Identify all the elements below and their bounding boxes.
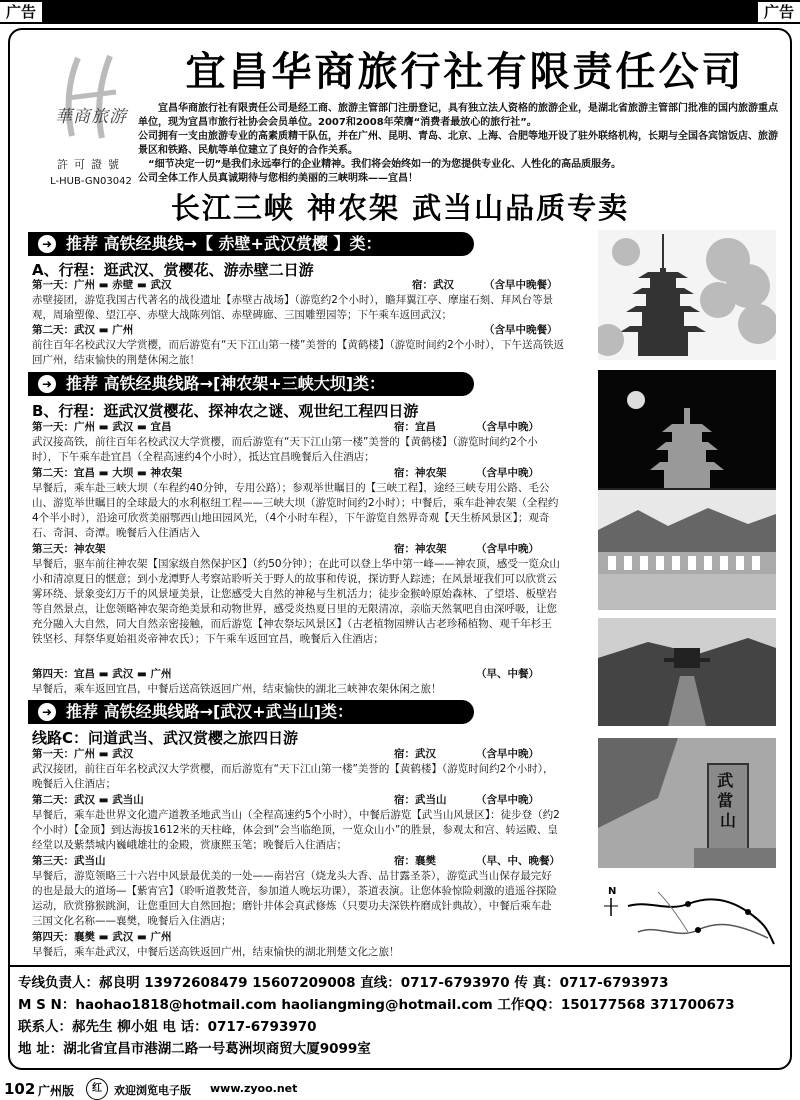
day-item [32,667,562,697]
day-stay: 宿：武汉 [412,279,454,291]
day-item [32,747,562,792]
company-intro [138,102,782,186]
intro-paragraph: 公司拥有一支由旅游专业的高素质精干队伍，并在广州、昆明、青岛、北京、上海、合肥等地开设了驻外联络机构，长期与全国各宾馆饭店、旅游景区和铁路、民航等单位建立了良好的合作关系。 [138,131,778,156]
day-body: 早餐后，驱车前往神农架【国家级自然保护区】（约50分钟）；在此可以登上华中第一峰——神农顶，感受一览众山小和清凉夏日的惬意；到小龙潭野人考察站聆听关于野人的故事和传说，探访野人踪迹；在风景垭我们可以欣赏云雾环绕、景象变幻万千的风景垭美景，让您感受大自然的神秘与生机活力；徒步金猴岭原始森林、了望塔、板壁岩等自然景点，让您领略神农架奇绝美景和动物世界，感受炎热夏日里的无限清凉，亲临天然氧吧自由深呼吸，让您充分融入大自然，同大自然亲密接触，而后游览【神农祭坛风景区】（古老植物园辨认古老珍稀植物、观千年杉王铁坚杉、拜祭华夏始祖炎帝神农氏）；下午乘车返回宜昌，晚餐后入住酒店； [32,558,560,645]
tower-night-icon [598,370,776,506]
dam-icon [598,490,776,610]
day-meal: （含早中晚餐） [484,324,558,336]
intro-paragraph: 宜昌华商旅行社有限责任公司是经工商、旅游主管部门注册登记，具有独立法人资格的旅游企业，是湖北省旅游主管部门批准的国内旅游重点单位，现为宜昌市旅行社协会会员单位。2007和2008年荣膺“消费者最放心的旅行社”。 [138,103,778,128]
footer-url[interactable]: www.zyoo.net [210,1082,298,1095]
contact-line: 地 址：湖北省宜昌市港湖二路一号葛洲坝商贸大厦9099室 [18,1041,371,1057]
route-banner-b [28,372,474,396]
day-meal: （早、中、晚餐） [476,855,560,867]
day-head: 第二天：武汉 ▬ 广州 [32,324,134,336]
day-item [32,793,562,853]
day-body: 早餐后，乘车赴三峡大坝（车程约40分钟，专用公路）；参观举世瞩目的【三峡工程】，途经三峡专用公路、毛公山、游览举世瞩目的全球最大的水利枢纽工程——三峡大坝（游览时间约2小时）；中餐后，乘车赴神农架（全程约4个半小时），沿途可欣赏美丽鄂西山地田园风光，（4个小时车程），下午游览自然界奇观【天生桥风景区】；观奇石、奇洞、奇潭。晚餐后入住酒店入 [32,482,559,539]
route-banner-text: 推荐 高铁经典线→【 赤壁+武汉赏樱 】类： [66,234,382,253]
arrow-right-icon: ➜ [38,703,56,721]
day-item [32,854,562,929]
day-body: 赤壁接团，游览我国古代著名的战役遗址【赤壁古战场】（游览约2个小时），瞻拜翼江亭、摩崖石刻、拜风台等景观，周瑜塑像、望江亭、赤壁大战陈列馆、赤壁碑廊、三国雕塑园等；下午乘车返回武汉； [32,294,554,321]
day-item [32,542,562,647]
intro-paragraph: 公司全体工作人员真诚期待与您相约美丽的三峡明珠——宜昌！ [138,173,418,184]
day-item [32,278,572,323]
altar-icon [598,618,776,726]
day-meal: （早、中餐） [476,668,539,680]
logo-name: 華商旅游 [55,107,127,127]
logo-emblem-icon [38,52,144,142]
day-body: 武汉接团，前往百年名校武汉大学赏樱，而后游览有“天下江山第一楼”美誉的【黄鹤楼】（游览时间约2个小时），晚餐后入住酒店； [32,763,554,790]
top-ad-bar [0,0,800,24]
route-banner-a [28,232,474,256]
day-meal: （含早中晚） [476,794,539,806]
day-body: 早餐后，游览领略三十六岩中风景最优美的一处——南岩宫（烧龙头大香、品甘露圣茶），游览武当山保存最完好的也是最大的道场—【紫宵宫】（聆听道教梵音，参加道人晚坛功课），茶道表演。让您体验惊险刺激的逍遥谷探险运动，欣赏猕猴跳涧，让您重回大自然回抱；磨针井体会真武修炼（只要功夫深铁杵磨成针典故），中餐后乘车赴三国文化名称——襄樊，晚餐后入住酒店； [32,870,557,927]
advert-frame [8,28,792,1070]
contact-line: 专线负责人：郝良明 13972608479 15607209008 直线：0717-6793970 传 真：0717-6793973 [18,975,669,991]
arrow-right-icon: ➜ [38,375,56,393]
day-head: 第二天：武汉 ▬ 武当山 [32,794,144,806]
day-body: 早餐后，乘车赴世界文化遗产道教圣地武当山（全程高速约5个小时），中餐后游览【武当山风景区】：徒步登（约2个小时）【金顶】到达海拔1612米的天柱峰，体会到“会当临绝顶，一览众山小”的胜景，参观太和宫、转运殿、皇经堂以及紫禁城内巍峨雄壮的金殿，赏康熙玉笔；晚餐后入住酒店； [32,809,560,851]
ad-label-right: 广告 [758,2,800,22]
yellow-crane-tower-night-photo [598,370,776,506]
route-subtitle-a: A、行程：逛武汉、赏樱花、游赤壁二日游 [32,261,314,279]
route-subtitle-c: 线路C：问道武当、武汉赏樱之旅四日游 [32,729,299,747]
company-logo [32,52,150,202]
day-head: 第一天：广州 ▬ 武汉 ▬ 宜昌 [32,421,172,433]
route-banner-text: 推荐 高铁经典线路→[神农架+三峡大坝]类： [66,374,386,393]
pagoda-icon [598,230,776,360]
route-banner-c [28,700,474,724]
day-body: 武汉接高铁，前往百年名校武汉大学赏樱，而后游览有“天下江山第一楼”美誉的【黄鹤楼】（游览时间约2个小时），下午乘车赴宜昌（全程高速约4个小时），抵达宜昌晚餐后入住酒店； [32,436,538,463]
map-north: N [608,886,617,897]
day-stay: 宿：神农架 [394,543,447,555]
day-head: 第四天：宜昌 ▬ 武汉 ▬ 广州 [32,668,172,680]
route-map-icon [598,872,776,962]
license-label: 許可證號 [57,158,125,171]
day-stay: 宿：武当山 [394,794,447,806]
day-body: 早餐后，乘车返回宜昌，中餐后送高铁返回广州，结束愉快的湖北三峡神农架休闲之旅！ [32,683,442,695]
day-meal: （含早中晚） [476,543,539,555]
day-stay: 宿：武汉 [394,748,436,760]
page-number: 102 [4,1080,36,1098]
day-head: 第三天：神农架 [32,543,106,555]
day-meal: （含早中晚） [476,421,539,433]
wudang-mountain-stele-photo [598,738,776,868]
day-item [32,420,562,465]
day-stay: 宿：神农架 [394,467,447,479]
company-header [10,30,790,210]
day-head: 第一天：广州 ▬ 赤壁 ▬ 武汉 [32,279,172,291]
footer-logo-icon: 红 [86,1078,108,1100]
contact-line: M S N：haohao1818@hotmail.com haoliangming@hotmail.com 工作QQ：150177568 371700673 [18,997,735,1013]
day-meal: （含早中晚） [476,748,539,760]
edition-label: 广州版 [38,1084,75,1098]
three-gorges-dam-photo [598,490,776,610]
stele-icon [598,738,776,868]
day-stay: 宿：襄樊 [394,855,436,867]
day-head: 第一天：广州 ▬ 武汉 [32,748,134,760]
day-item [32,466,562,541]
arrow-right-icon: ➜ [38,235,56,253]
ad-label-left: 广告 [0,2,42,22]
day-head: 第二天：宜昌 ▬ 大坝 ▬ 神农架 [32,467,182,479]
page-footer [0,1070,800,1100]
day-head: 第三天：武当山 [32,855,106,867]
day-meal: （含早中晚餐） [484,279,558,291]
day-body: 早餐后，乘车赴武汉，中餐后送高铁返回广州，结束愉快的湖北荆楚文化之旅！ [32,946,400,958]
route-banner-text: 推荐 高铁经典线路→[武汉+武当山]类： [66,702,354,721]
footer-text: 欢迎浏览电子版 [114,1084,191,1097]
route-subtitle-b: B、行程：逛武汉赏樱花、探神农之谜、观世纪工程四日游 [32,402,419,420]
contact-block [10,965,790,1065]
company-title: 宜昌华商旅行社有限责任公司 [185,49,745,95]
contact-line: 联系人：郝先生 柳小姐 电 话：0717-6793970 [18,1019,317,1035]
license-number: L-HUB-GN03042 [50,176,132,187]
pagoda-cherry-photo [598,230,776,360]
day-head: 第四天：襄樊 ▬ 武汉 ▬ 广州 [32,931,172,943]
day-stay: 宿：宜昌 [394,421,436,433]
day-meal: （含早中晚） [476,467,539,479]
intro-paragraph: “细节决定一切”是我们永远奉行的企业精神。我们将会始终如一的为您提供专业化、人性化的高品质服务。 [148,159,622,170]
shennong-altar-photo [598,618,776,726]
main-title: 长江三峡 神农架 武当山品质专卖 [170,191,630,225]
day-item [32,323,572,368]
day-body: 前往百年名校武汉大学赏樱，而后游览有“天下江山第一楼”美誉的【黄鹤楼】（游览时间约2个小时），下午送高铁返回广州，结束愉快的荆楚休闲之旅！ [32,339,565,366]
stele-text: 武 當 山 [717,771,737,830]
route-map [598,872,776,962]
